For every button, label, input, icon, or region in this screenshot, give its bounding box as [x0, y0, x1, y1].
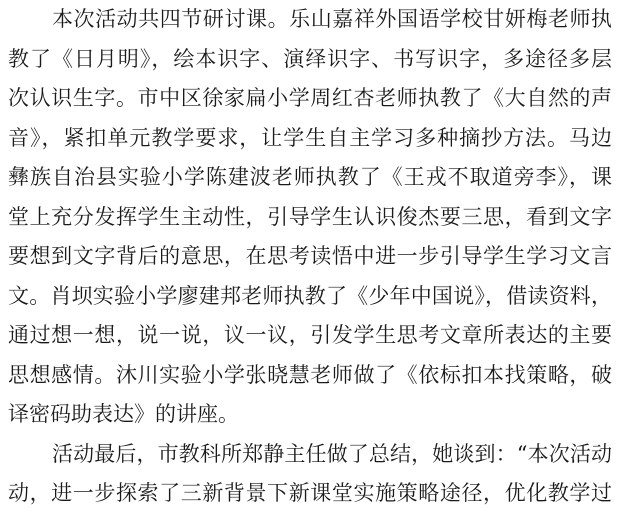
text-line: 思想感情。沐川实验小学张晓慧老师做了《依标扣本找策略，破 [8, 362, 612, 387]
text-line: 次认识生字。市中区徐家扁小学周红杏老师执教了《大自然的声 [8, 86, 612, 110]
text-line: 要想到文字背后的意思，在思考读悟中进一步引导学生学习文言 [8, 244, 612, 268]
text-line: 教了《日月明》，绘本识字、演绎识字、书写识字，多途径多层 [8, 46, 612, 71]
text-line: 动，进一步探索了三新背景下新课堂实施策略途径，优化教学过 [8, 481, 612, 505]
text-line: 通过想一想，说一说，议一议，引发学生思考文章所表达的主要 [8, 323, 612, 347]
text-line: 译密码助表达》的讲座。 [8, 402, 239, 426]
text-line: 本次活动共四节研讨课。乐山嘉祥外国语学校甘妍梅老师执 [52, 7, 612, 31]
document-page [8, 0, 612, 505]
paragraph-1 [8, 0, 612, 435]
text-line: 彝族自治县实验小学陈建波老师执教了《王戎不取道旁李》，课 [8, 165, 612, 189]
text-line: 音》，紧扣单元教学要求，让学生自主学习多种摘抄方法。马边 [8, 125, 612, 150]
paragraph-2 [8, 435, 612, 505]
text-line: 文。肖坝实验小学廖建邦老师执教了《少年中国说》，借读资料， [8, 283, 612, 308]
text-line: 活动最后，市教科所郑静主任做了总结，她谈到：“本次活动 [52, 441, 612, 466]
text-line: 堂上充分发挥学生主动性，引导学生认识俊杰要三思，看到文字 [8, 204, 612, 229]
